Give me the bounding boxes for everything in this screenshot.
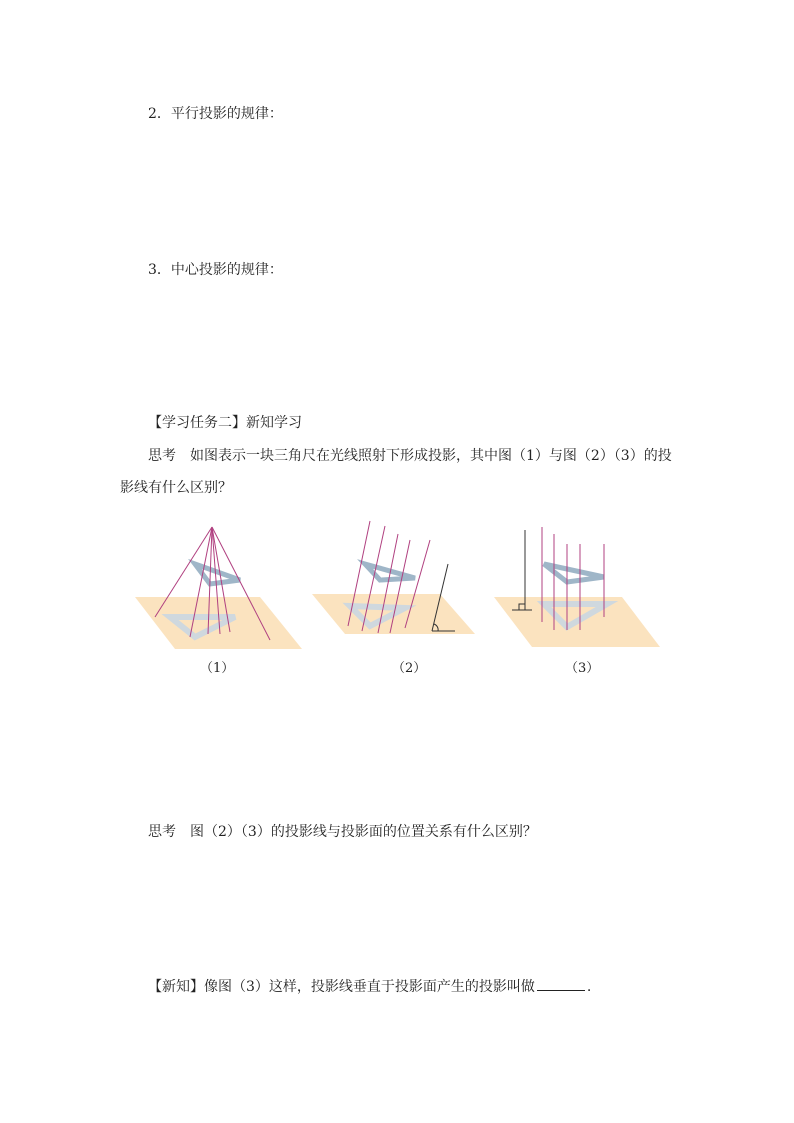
central-projection-rule: 3．中心投影的规律： <box>148 262 283 278</box>
new-knowledge-label: 【新知】 <box>148 979 204 995</box>
triangle-ruler <box>195 564 240 584</box>
new-knowledge-end: . <box>586 979 592 995</box>
parallel-projection-rule: 2．平行投影的规律： <box>148 106 283 122</box>
figure-2-caption: （2） <box>392 661 427 676</box>
figure-3-caption: （3） <box>565 661 600 676</box>
think1-line1: 思考 如图表示一块三角尺在光线照射下形成投影，其中图（1）与图（2）（3）的投 <box>148 448 672 464</box>
think1-line2: 影线有什么区别？ <box>120 480 232 496</box>
new-knowledge <box>148 976 591 997</box>
figure-1-central-projection <box>130 522 310 652</box>
answer-blank[interactable] <box>537 976 585 991</box>
figure-3-orthographic-projection <box>492 522 672 652</box>
triangle-ruler <box>544 564 604 582</box>
think2: 思考 图（2）（3）的投影线与投影面的位置关系有什么区别？ <box>148 824 537 840</box>
task2-heading: 【学习任务二】新知学习 <box>148 415 302 431</box>
new-knowledge-text: 像图（3）这样，投影线垂直于投影面产生的投影叫做 <box>204 979 535 995</box>
figure-1-caption: （1） <box>200 661 235 676</box>
figure-2-oblique-projection <box>310 516 490 646</box>
